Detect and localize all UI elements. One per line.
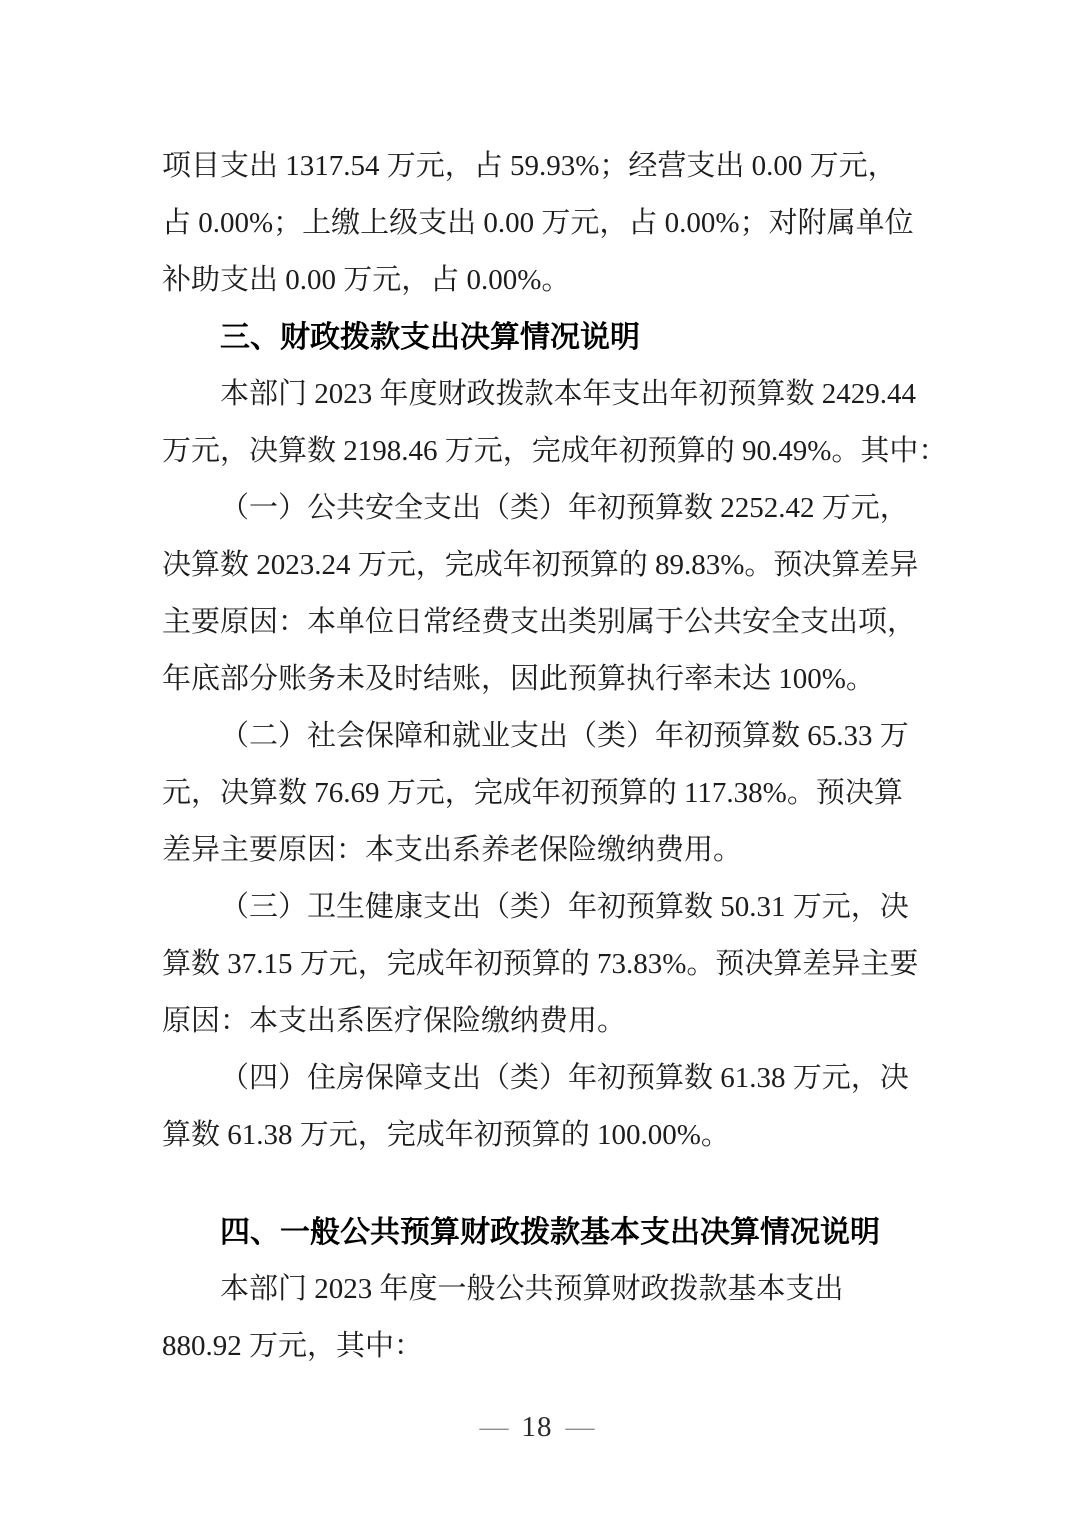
text-line: （四）住房保障支出（类）年初预算数 61.38 万元，决: [220, 1062, 909, 1094]
text-line: 主要原因：本单位日常经费支出类别属于公共安全支出项，: [162, 606, 917, 638]
text-line: 本部门 2023 年度财政拨款本年支出年初预算数 2429.44: [220, 378, 917, 410]
section-heading: 四、一般公共预算财政拨款基本支出决算情况说明: [220, 1216, 880, 1249]
section-heading: 三、财政拨款支出决算情况说明: [220, 321, 640, 354]
footer-dash-left: —: [479, 1411, 509, 1443]
text-line: （二）社会保障和就业支出（类）年初预算数 65.33 万: [220, 720, 909, 752]
text-line: （三）卫生健康支出（类）年初预算数 50.31 万元，决: [220, 891, 909, 923]
text-line: 880.92 万元，其中：: [162, 1330, 424, 1362]
text-line: 原因：本支出系医疗保险缴纳费用。: [162, 1005, 627, 1037]
text-line: 算数 37.15 万元，完成年初预算的 73.83%。预决算差异主要: [162, 948, 919, 980]
text-line: （一）公共安全支出（类）年初预算数 2252.42 万元，: [220, 492, 909, 524]
text-line: 决算数 2023.24 万元，完成年初预算的 89.83%。预决算差异: [162, 549, 919, 581]
text-line: 项目支出 1317.54 万元，占 59.93%；经营支出 0.00 万元，: [162, 150, 897, 182]
paragraph-spacer: [162, 1164, 922, 1204]
text-line: 差异主要原因：本支出系养老保险缴纳费用。: [162, 834, 743, 866]
document-content: [162, 138, 948, 1375]
text-line: 万元，决算数 2198.46 万元，完成年初预算的 90.49%。其中：: [162, 435, 948, 467]
page-number: 18: [521, 1411, 553, 1443]
text-line: 补助支出 0.00 万元，占 0.00%。: [162, 264, 571, 296]
text-line: 算数 61.38 万元，完成年初预算的 100.00%。: [162, 1119, 730, 1151]
text-line: 元，决算数 76.69 万元，完成年初预算的 117.38%。预决算: [162, 777, 903, 809]
page-footer: [0, 1399, 1074, 1456]
text-line: 占 0.00%；上缴上级支出 0.00 万元，占 0.00%；对附属单位: [162, 207, 914, 239]
text-line: 本部门 2023 年度一般公共预算财政拨款基本支出: [220, 1273, 844, 1305]
text-line: 年底部分账务未及时结账，因此预算执行率未达 100%。: [162, 663, 875, 695]
footer-dash-right: —: [565, 1411, 595, 1443]
